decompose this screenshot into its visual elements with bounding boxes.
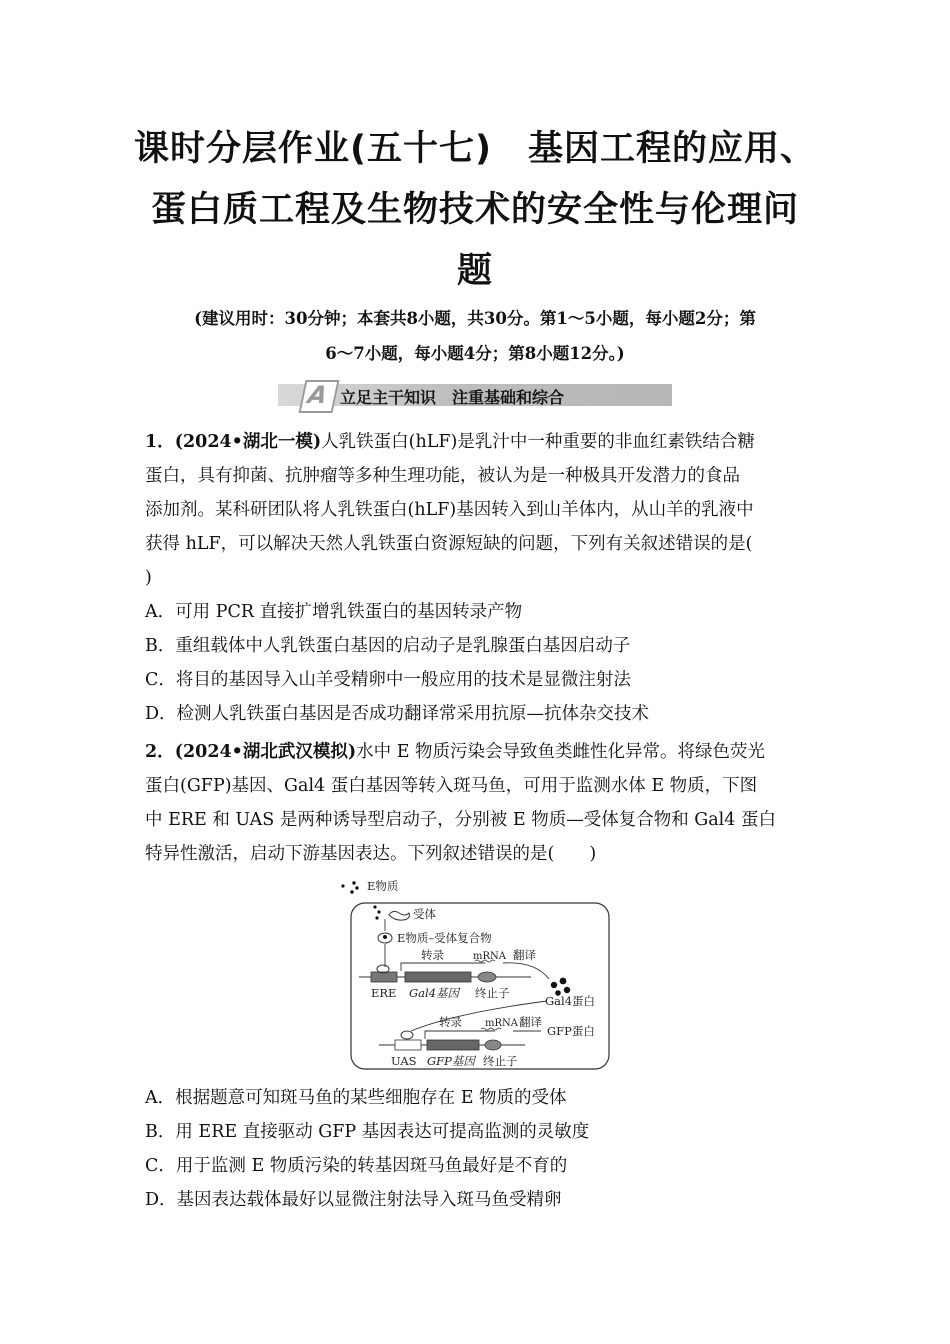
q1-number: 1． bbox=[145, 432, 175, 452]
receptor-shape bbox=[389, 911, 409, 920]
mrna-label-upper: mRNA bbox=[473, 951, 506, 962]
ere-label: ERE bbox=[371, 986, 397, 1000]
q1-line-1 bbox=[145, 430, 755, 454]
q2-line-3: 中 ERE 和 UAS 是两种诱导型启动子，分别被 E 物质—受体复合物和 Gal4 蛋白 bbox=[145, 810, 776, 830]
q2-line-2: 蛋白(GFP)基因、Gal4 蛋白基因等转入斑马鱼，可用于监测水体 E 物质，下图 bbox=[145, 776, 758, 796]
subtitle-line-2: 6～7小题，每小题4分；第8小题12分。) bbox=[325, 344, 625, 363]
transcription-label-lower: 转录 bbox=[439, 1015, 462, 1029]
mrna-wave-lower bbox=[481, 1028, 501, 1030]
q1-option-b: B．重组载体中人乳铁蛋白基因的启动子是乳腺蛋白基因启动子 bbox=[145, 636, 631, 656]
gfp-gene-label: GFP基因 bbox=[427, 1054, 475, 1068]
e-substance-label: E物质 bbox=[367, 879, 399, 893]
terminator-label-lower: 终止子 bbox=[483, 1054, 518, 1068]
q1-option-a: A．可用 PCR 直接扩增乳铁蛋白的基因转录产物 bbox=[145, 602, 523, 622]
uas-box bbox=[395, 1040, 421, 1050]
section-label: 立足主干知识 注重基础和综合 bbox=[340, 388, 565, 407]
uas-label: UAS bbox=[391, 1054, 417, 1068]
section-badge bbox=[298, 380, 339, 413]
mrna-label-lower: mRNA bbox=[485, 1018, 518, 1029]
gfp-protein-label: GFP蛋白 bbox=[547, 1024, 595, 1038]
gal4-bound bbox=[401, 1031, 413, 1039]
gene-expression-diagram bbox=[335, 873, 615, 1073]
transcription-label-upper: 转录 bbox=[421, 948, 444, 962]
q2-source: (2024•湖北武汉模拟) bbox=[174, 742, 357, 762]
q2-line-1 bbox=[145, 740, 765, 764]
e-substance-dots bbox=[341, 881, 358, 893]
gal4-gene-box bbox=[405, 972, 471, 982]
subtitle-line-1: (建议用时：30分钟；本套共8小题，共30分。第1～5小题，每小题2分；第 bbox=[194, 309, 756, 328]
q2-line-4: 特异性激活，启动下游基因表达。下列叙述错误的是( ) bbox=[145, 844, 597, 864]
title-line-1: 课时分层作业(五十七) 基因工程的应用、 bbox=[134, 129, 816, 169]
transcription-arrow-upper bbox=[401, 963, 485, 971]
complex-dot bbox=[383, 935, 387, 939]
complex-label: E物质–受体复合物 bbox=[397, 931, 492, 945]
title-line-3: 题 bbox=[456, 251, 493, 291]
q1-text-1: 人乳铁蛋白(hLF)是乳汁中一种重要的非血红素铁结合糖 bbox=[321, 432, 755, 452]
terminator-label-upper: 终止子 bbox=[475, 986, 510, 1000]
q2-text-1: 水中 E 物质污染会导致鱼类雌性化异常。将绿色荧光 bbox=[356, 742, 766, 762]
q1-line-4: 获得 hLF，可以解决天然人乳铁蛋白资源短缺的问题，下列有关叙述错误的是( bbox=[145, 534, 753, 554]
transcription-arrow-lower bbox=[425, 1031, 495, 1039]
receptor-label: 受体 bbox=[413, 907, 436, 921]
translation-label-upper: 翻译 bbox=[513, 948, 536, 962]
q2-option-a: A．根据题意可知斑马鱼的某些细胞存在 E 物质的受体 bbox=[145, 1088, 567, 1108]
gfp-gene-box bbox=[427, 1040, 479, 1050]
q2-option-b: B．用 ERE 直接驱动 GFP 基因表达可提高监测的灵敏度 bbox=[145, 1122, 590, 1142]
title-line-2: 蛋白质工程及生物技术的安全性与伦理问 bbox=[150, 190, 799, 230]
incoming-dots bbox=[373, 905, 380, 919]
gal4-gene-label: Gal4基因 bbox=[409, 986, 460, 1000]
q1-line-5: ) bbox=[145, 568, 152, 588]
q2-option-d: D．基因表达载体最好以显微注射法导入斑马鱼受精卵 bbox=[145, 1190, 562, 1210]
q1-option-d: D．检测人乳铁蛋白基因是否成功翻译常采用抗原—抗体杂交技术 bbox=[145, 704, 650, 724]
q2-option-c: C．用于监测 E 物质污染的转基因斑马鱼最好是不育的 bbox=[145, 1156, 568, 1176]
q1-option-c: C．将目的基因导入山羊受精卵中一般应用的技术是显微注射法 bbox=[145, 670, 631, 690]
q1-source: (2024•湖北一模) bbox=[174, 432, 322, 452]
terminator-lower bbox=[485, 1040, 501, 1050]
ere-box bbox=[371, 972, 397, 982]
q1-line-3: 添加剂。某科研团队将人乳铁蛋白(hLF)基因转入到山羊体内，从山羊的乳液中 bbox=[145, 500, 754, 520]
q2-number: 2． bbox=[145, 742, 175, 762]
gal4-protein-label: Gal4蛋白 bbox=[545, 994, 596, 1008]
section-badge-letter: A bbox=[305, 381, 330, 409]
section-banner bbox=[278, 380, 672, 409]
translation-label-lower: 翻译 bbox=[519, 1015, 542, 1029]
terminator-upper bbox=[478, 972, 496, 982]
q1-line-2: 蛋白，具有抑菌、抗肿瘤等多种生理功能，被认为是一种极具开发潜力的食品 bbox=[145, 466, 740, 486]
